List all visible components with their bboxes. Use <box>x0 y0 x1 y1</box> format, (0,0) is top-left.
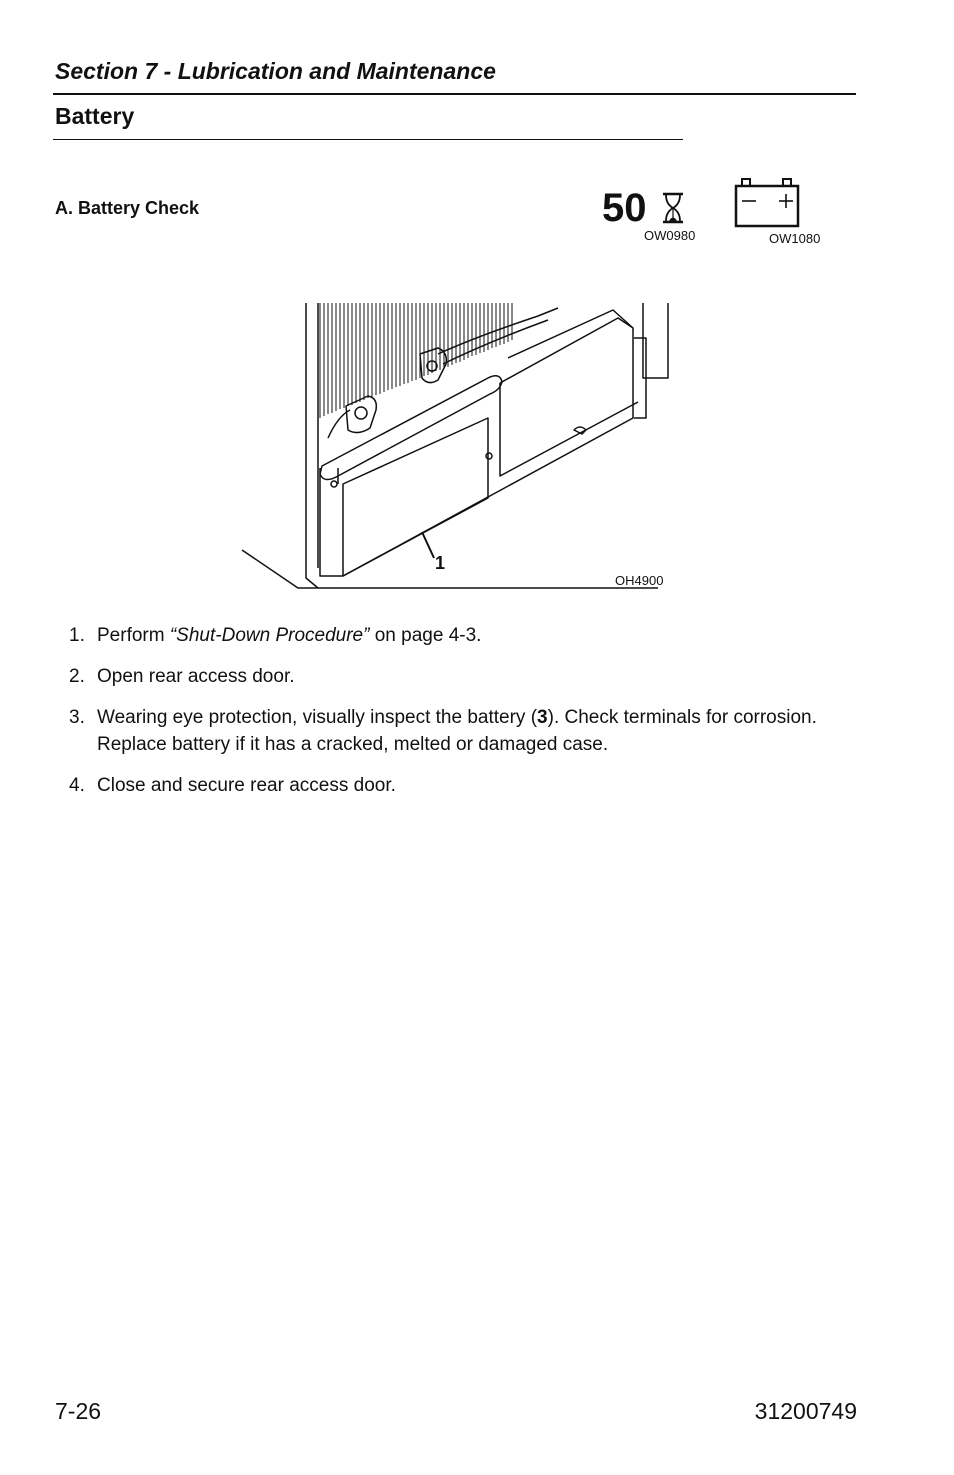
step-2: 2. Open rear access door. <box>69 666 295 687</box>
procedure-reference: “Shut-Down Procedure” <box>169 625 370 646</box>
step-1: 1. Perform “Shut-Down Procedure” on page 4-3. <box>69 625 482 646</box>
procedure-steps <box>63 622 853 813</box>
interval-code: OW0980 <box>644 228 696 243</box>
battery-compartment-illustration <box>238 298 678 596</box>
step-4: 4. Close and secure rear access door. <box>69 775 396 796</box>
document-number: 31200749 <box>754 1398 857 1424</box>
figure-code: OH4900 <box>615 573 664 588</box>
radiator-fins-illustration <box>320 303 512 418</box>
figure-callout: 1 <box>435 553 446 573</box>
page-number: 7-26 <box>55 1398 102 1424</box>
title-divider <box>53 139 683 140</box>
subsection-title: A. Battery Check <box>55 198 200 218</box>
hourglass-icon <box>661 192 685 224</box>
battery-code: OW1080 <box>769 231 821 246</box>
callout-reference: 3 <box>537 707 548 728</box>
interval-hours: 50 <box>602 186 647 230</box>
page-title: Battery <box>55 103 135 129</box>
section-divider <box>53 93 856 95</box>
step-3: 3. Wearing eye protection, visually inspect the battery (3). Check terminals for corrosion. Replace battery if it has a cracked, melted or damaged case. <box>69 707 817 755</box>
battery-icon <box>733 177 801 229</box>
section-title: Section 7 - Lubrication and Maintenance <box>55 58 496 84</box>
